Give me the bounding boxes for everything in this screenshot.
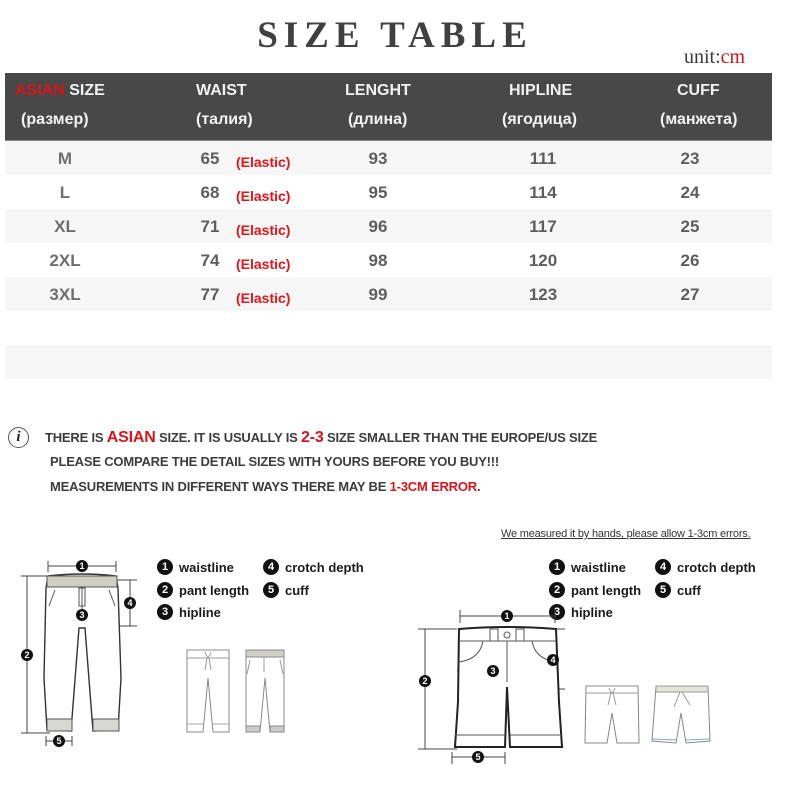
cell-cuff: 27	[680, 285, 700, 304]
legend-item-pant-length: 2 pant length	[157, 582, 249, 598]
note-line-2: PLEASE COMPARE THE DETAIL SIZES WITH YOURS BEFORE YOU BUY!!!	[50, 454, 500, 469]
elastic-note: (Elastic)	[236, 256, 291, 272]
cell-waist: 77	[200, 285, 220, 304]
cell-waist: 68	[200, 183, 220, 202]
shorts-measurement-diagram	[415, 607, 565, 767]
legend-item-waistline: 1 waistline	[549, 559, 626, 575]
cell-size: M	[57, 149, 73, 168]
shorts-variant-elastic	[650, 683, 712, 747]
cell-length: 93	[368, 149, 388, 168]
legend-item-crotch-depth: 4 crotch depth	[263, 559, 364, 575]
cell-length: 99	[368, 285, 388, 304]
cell-size: 3XL	[49, 285, 81, 304]
col-length-sub: (длина)	[348, 111, 408, 128]
col-waist-header: WAIST	[196, 82, 247, 99]
pants-drawing-icon	[15, 558, 150, 753]
svg-text:3: 3	[79, 610, 85, 620]
svg-text:5: 5	[56, 736, 62, 746]
cell-size: 2XL	[49, 251, 81, 270]
pants-variant-icon	[244, 648, 286, 736]
table-row-empty	[5, 311, 772, 345]
cell-waist: 65	[200, 149, 220, 168]
elastic-note: (Elastic)	[236, 290, 291, 306]
svg-text:4: 4	[127, 598, 133, 608]
cell-cuff: 24	[680, 183, 700, 202]
cell-length: 96	[368, 217, 388, 236]
col-hipline-header: HIPLINE	[509, 82, 573, 99]
col-cuff-header: CUFF	[677, 82, 720, 99]
cell-size: XL	[54, 217, 76, 236]
cell-hipline: 123	[528, 285, 558, 304]
pants-measurement-diagram	[15, 558, 150, 753]
measurement-disclaimer: We measured it by hands, please allow 1-3cm errors.	[501, 528, 751, 540]
col-size-header: ASIAN SIZE	[15, 82, 105, 99]
legend-item-cuff: 5 cuff	[655, 582, 701, 598]
pants-variant-icon	[185, 648, 231, 736]
svg-text:5: 5	[475, 752, 481, 762]
table-row-empty	[5, 345, 772, 379]
cell-cuff: 26	[680, 251, 700, 270]
legend-item-crotch-depth: 4 crotch depth	[655, 559, 756, 575]
note-line-1: THERE IS ASIAN SIZE. IT IS USUALLY IS 2-3 SIZE SMALLER THAN THE EUROPE/US SIZE	[45, 429, 598, 446]
note-line-3: MEASUREMENTS IN DIFFERENT WAYS THERE MAY BE 1-3CM ERROR.	[50, 479, 481, 494]
table-row	[5, 243, 772, 277]
table-header	[5, 73, 772, 141]
legend-item-hipline: 3 hipline	[157, 604, 221, 620]
col-waist-sub: (талия)	[196, 111, 253, 128]
cell-hipline: 111	[529, 149, 557, 168]
svg-text:3: 3	[490, 666, 496, 676]
table-row	[5, 175, 772, 209]
cell-hipline: 117	[529, 217, 557, 236]
table-row	[5, 141, 772, 175]
elastic-note: (Elastic)	[236, 222, 291, 238]
svg-text:1: 1	[79, 561, 85, 571]
cell-waist: 71	[200, 217, 220, 236]
cell-cuff: 23	[680, 149, 700, 168]
shorts-variant-icon	[583, 683, 641, 747]
cell-waist: 74	[200, 251, 220, 270]
shorts-variant-drawstring	[583, 683, 641, 747]
col-size-sub: (размер)	[21, 111, 89, 128]
size-table	[5, 73, 772, 379]
unit-value: cm	[720, 46, 746, 68]
svg-text:2: 2	[24, 650, 30, 660]
table-row	[5, 277, 772, 311]
svg-text:1: 1	[504, 611, 510, 621]
cell-size: L	[59, 183, 71, 202]
elastic-note: (Elastic)	[236, 154, 291, 170]
svg-text:4: 4	[550, 655, 556, 665]
info-icon: i	[8, 427, 29, 448]
col-hipline-sub: (ягодица)	[502, 111, 577, 128]
page-title: SIZE TABLE	[257, 15, 533, 56]
table-row	[5, 209, 772, 243]
legend-item-hipline: 3 hipline	[549, 604, 613, 620]
elastic-note: (Elastic)	[236, 188, 291, 204]
pants-variant-drawstring	[185, 648, 231, 736]
col-length-header: LENGHT	[345, 82, 411, 99]
pants-variant-elastic	[244, 648, 286, 736]
legend-item-waistline: 1 waistline	[157, 559, 234, 575]
cell-hipline: 120	[528, 251, 558, 270]
svg-text:2: 2	[422, 676, 428, 686]
cell-length: 98	[368, 251, 388, 270]
cell-hipline: 114	[529, 183, 557, 202]
col-cuff-sub: (манжета)	[660, 111, 738, 128]
shorts-drawing-icon	[415, 607, 565, 767]
legend-item-pant-length: 2 pant length	[549, 582, 641, 598]
cell-cuff: 25	[680, 217, 700, 236]
legend-item-cuff: 5 cuff	[263, 582, 309, 598]
shorts-variant-icon	[650, 683, 712, 747]
legend-shorts	[549, 559, 779, 629]
legend-pants	[157, 559, 377, 629]
unit-label: unit:cm	[684, 46, 746, 68]
cell-length: 95	[368, 183, 388, 202]
